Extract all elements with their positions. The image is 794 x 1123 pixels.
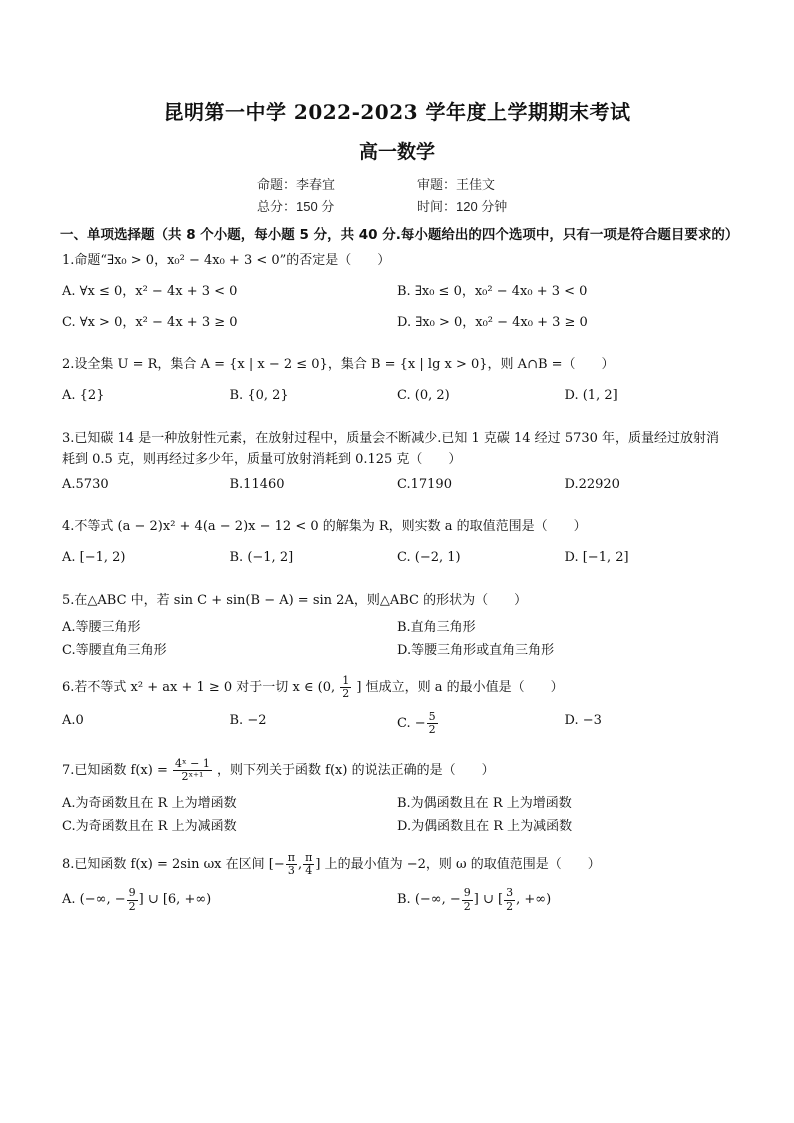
exam-subtitle: 高一数学 xyxy=(358,141,435,163)
option-d: D.等腰三角形或直角三角形 xyxy=(397,642,555,658)
option-a: A. ∀x ≤ 0，x² − 4x + 3 < 0 xyxy=(62,283,238,299)
option-a: A.5730 xyxy=(62,476,109,492)
option-c: C. (−2, 1) xyxy=(397,550,461,566)
total-score-label: 总分：150 分 xyxy=(257,199,335,214)
option-a: A.等腰三角形 xyxy=(62,619,141,635)
question-stem: 1.命题“∃x₀ > 0，x₀² − 4x₀ + 3 < 0”的否定是（ ） xyxy=(62,253,391,268)
exam-title: 昆明第一中学 2022-2023 学年度上学期期末考试 xyxy=(163,100,631,124)
option-a: A.为奇函数且在 R 上为增函数 xyxy=(62,796,237,812)
reviewer-label: 审题：王佳文 xyxy=(417,177,496,192)
question-1 xyxy=(62,251,732,343)
option-a: A. (−∞, − $\frac{9}{2}$ ] ∪ [6, +∞) xyxy=(62,886,212,913)
question-stem: 5.在△ABC 中，若 sin C + sin(B − A) = sin 2A，则△ABC 的形状为（ ） xyxy=(62,592,528,608)
option-d: D. −3 xyxy=(564,713,602,729)
option-b: B.11460 xyxy=(229,476,285,492)
option-d: D. ∃x₀ > 0，x₀² − 4x₀ + 3 ≥ 0 xyxy=(397,314,588,330)
question-5 xyxy=(62,591,732,663)
fraction: $\frac{\text{4ˣ − 1}}{\text{2ˣ⁺¹}}$ xyxy=(175,757,210,784)
time-label: 时间：120 分钟 xyxy=(417,199,508,214)
option-c: C.等腰直角三角形 xyxy=(62,642,167,658)
author-label: 命题：李春宜 xyxy=(257,177,336,192)
option-b: B. (−∞, − $\frac{9}{2}$ ] ∪ [ $\frac{3}{2}$ , +∞) xyxy=(397,886,552,913)
exam-meta xyxy=(62,174,732,215)
question-stem: 8.已知函数 f(x) = 2sin ωx 在区间 [− $\frac{\pi}{3}$ , $\frac{\pi}{4}$ ] 上的最小值为 −2，则 ω 的取值范围是（ ） xyxy=(62,850,601,877)
option-a: A. {2} xyxy=(62,388,105,404)
question-7 xyxy=(62,758,732,839)
question-stem: 4.不等式 (a − 2)x² + 4(a − 2)x − 12 < 0 的解集为 R，则实数 a 的取值范围是（ ） xyxy=(62,519,587,535)
option-b: B. −2 xyxy=(229,713,267,729)
option-c: C. − $\frac{5}{2}$ xyxy=(397,710,436,737)
option-b: B.为偶函数且在 R 上为增函数 xyxy=(397,796,572,812)
option-d: D. (1, 2] xyxy=(564,388,618,404)
fraction: $\frac{1}{2}$ xyxy=(342,674,350,701)
option-d: D.为偶函数且在 R 上为减函数 xyxy=(397,818,573,834)
question-stem xyxy=(62,675,732,701)
stem-text: ] 恒成立，则 a 的最小值是（ ） xyxy=(356,680,564,696)
option-a: A. [−1, 2) xyxy=(62,550,126,566)
option-b: B.直角三角形 xyxy=(397,619,476,635)
option-a: A.0 xyxy=(62,713,84,729)
option-d: D.22920 xyxy=(564,476,620,492)
question-2 xyxy=(62,355,732,417)
question-8 xyxy=(62,852,732,923)
stem-text: 6.若不等式 x² + ax + 1 ≥ 0 对于一切 x ∈ (0, xyxy=(62,680,336,696)
option-c: C. ∀x > 0，x² − 4x + 3 ≥ 0 xyxy=(62,314,238,330)
question-stem: 7.已知函数 f(x) = $\frac{\text{4ˣ − 1}}{\text{2ˣ⁺¹}}$ ，则下列关于函数 f(x) 的说法正确的是（ ） xyxy=(62,757,495,784)
option-b: B. (−1, 2] xyxy=(229,550,294,566)
section-heading: 一、单项选择题（共 8 个小题，每小题 5 分，共 40 分.每小题给出的四个选项中，只有一项是符合题目要求的） xyxy=(60,227,739,243)
option-c: C.为奇函数且在 R 上为减函数 xyxy=(62,818,237,834)
option-b: B. ∃x₀ ≤ 0，x₀² − 4x₀ + 3 < 0 xyxy=(397,283,588,299)
question-stem: 2.设全集 U = R，集合 A = {x | x − 2 ≤ 0}，集合 B = {x | lg x > 0}，则 A∩B =（ ） xyxy=(62,357,615,373)
question-stem: 3.已知碳 14 是一种放射性元素，在放射过程中，质量会不断减少.已知 1 克碳 14 经过 5730 年，质量经过放射消耗到 0.5 克，则再经过多少年，质量可放射消耗到 0.125 克（ ） xyxy=(62,430,720,467)
question-3 xyxy=(62,429,732,505)
option-c: C.17190 xyxy=(397,476,452,492)
option-b: B. {0, 2} xyxy=(229,388,289,404)
option-d: D. [−1, 2] xyxy=(564,550,629,566)
question-6 xyxy=(62,675,732,746)
question-4 xyxy=(62,517,732,579)
option-c: C. (0, 2) xyxy=(397,388,450,404)
